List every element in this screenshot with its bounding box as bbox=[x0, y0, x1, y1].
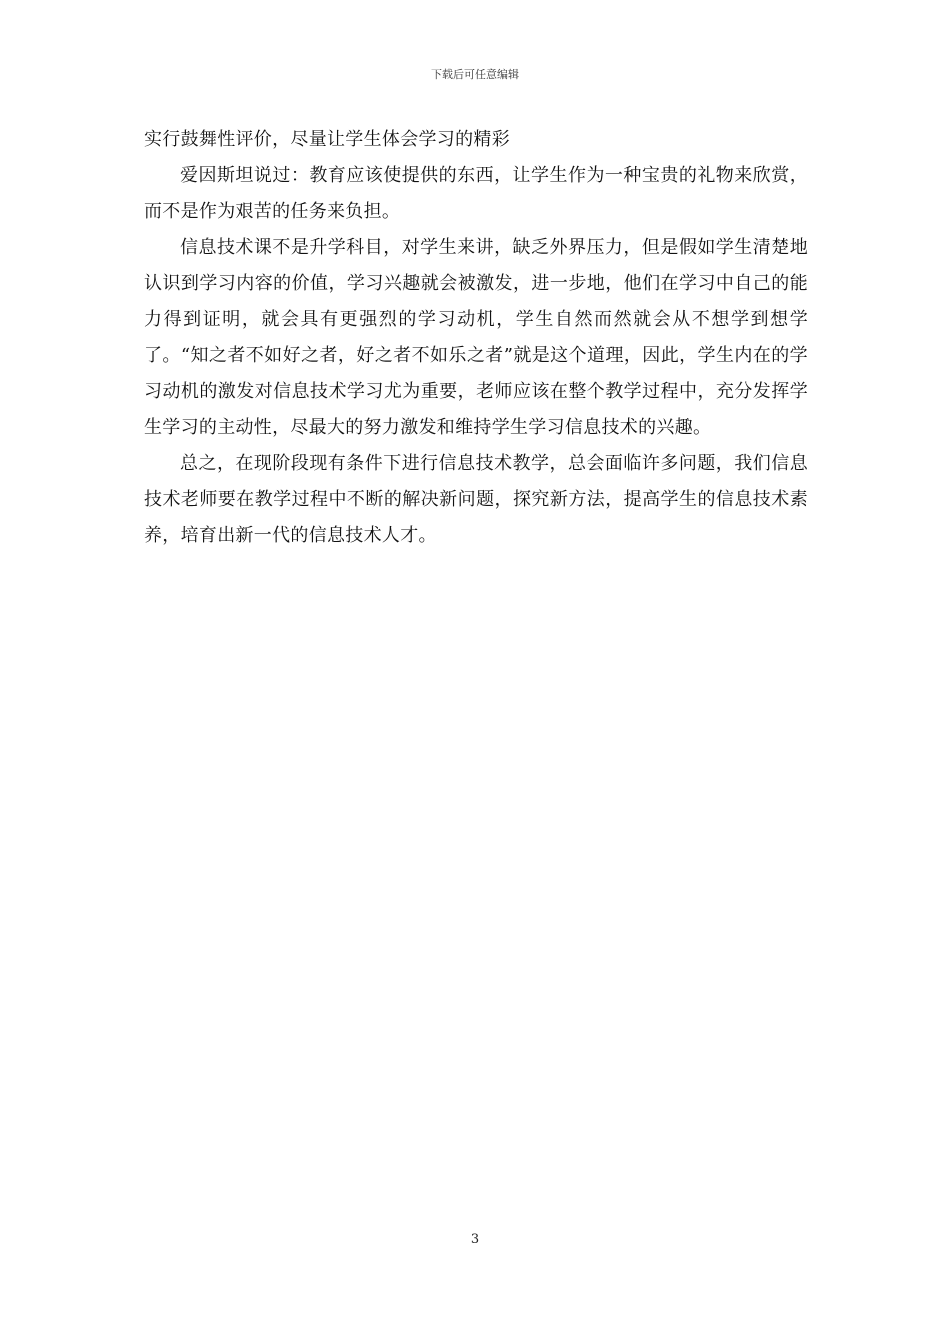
page-number: 3 bbox=[470, 1232, 480, 1247]
paragraph-learning-motivation: 信息技术课不是升学科目，对学生来讲，缺乏外界压力，但是假如学生清楚地认识到学习内容的价值，学习兴趣就会被激发，进一步地，他们在学习中自己的能力得到证明，就会具有更强烈的学习动机，学生自然而然就会从不想学到想学了。“知之者不如好之者，好之者不如乐之者”就是这个道理，因此，学生内在的学习动机的激发对信息技术学习尤为重要，老师应该在整个教学过程中，充分发挥学生学习的主动性，尽最大的努力激发和维持学生学习信息技术的兴趣。 bbox=[144, 237, 808, 438]
header-note: 下载后可任意编辑 bbox=[431, 68, 519, 81]
document-body bbox=[144, 122, 808, 554]
paragraph-conclusion: 总之，在现阶段现有条件下进行信息技术教学，总会面临许多问题，我们信息技术老师要在教学过程中不断的解决新问题，探究新方法，提高学生的信息技术素养，培育出新一代的信息技术人才。 bbox=[144, 453, 808, 546]
paragraph-heading-line: 实行鼓舞性评价，尽量让学生体会学习的精彩 bbox=[144, 129, 510, 150]
paragraph-einstein-quote: 爱因斯坦说过：教育应该使提供的东西，让学生作为一种宝贵的礼物来欣赏，而不是作为艰苦的任务来负担。 bbox=[144, 165, 808, 222]
